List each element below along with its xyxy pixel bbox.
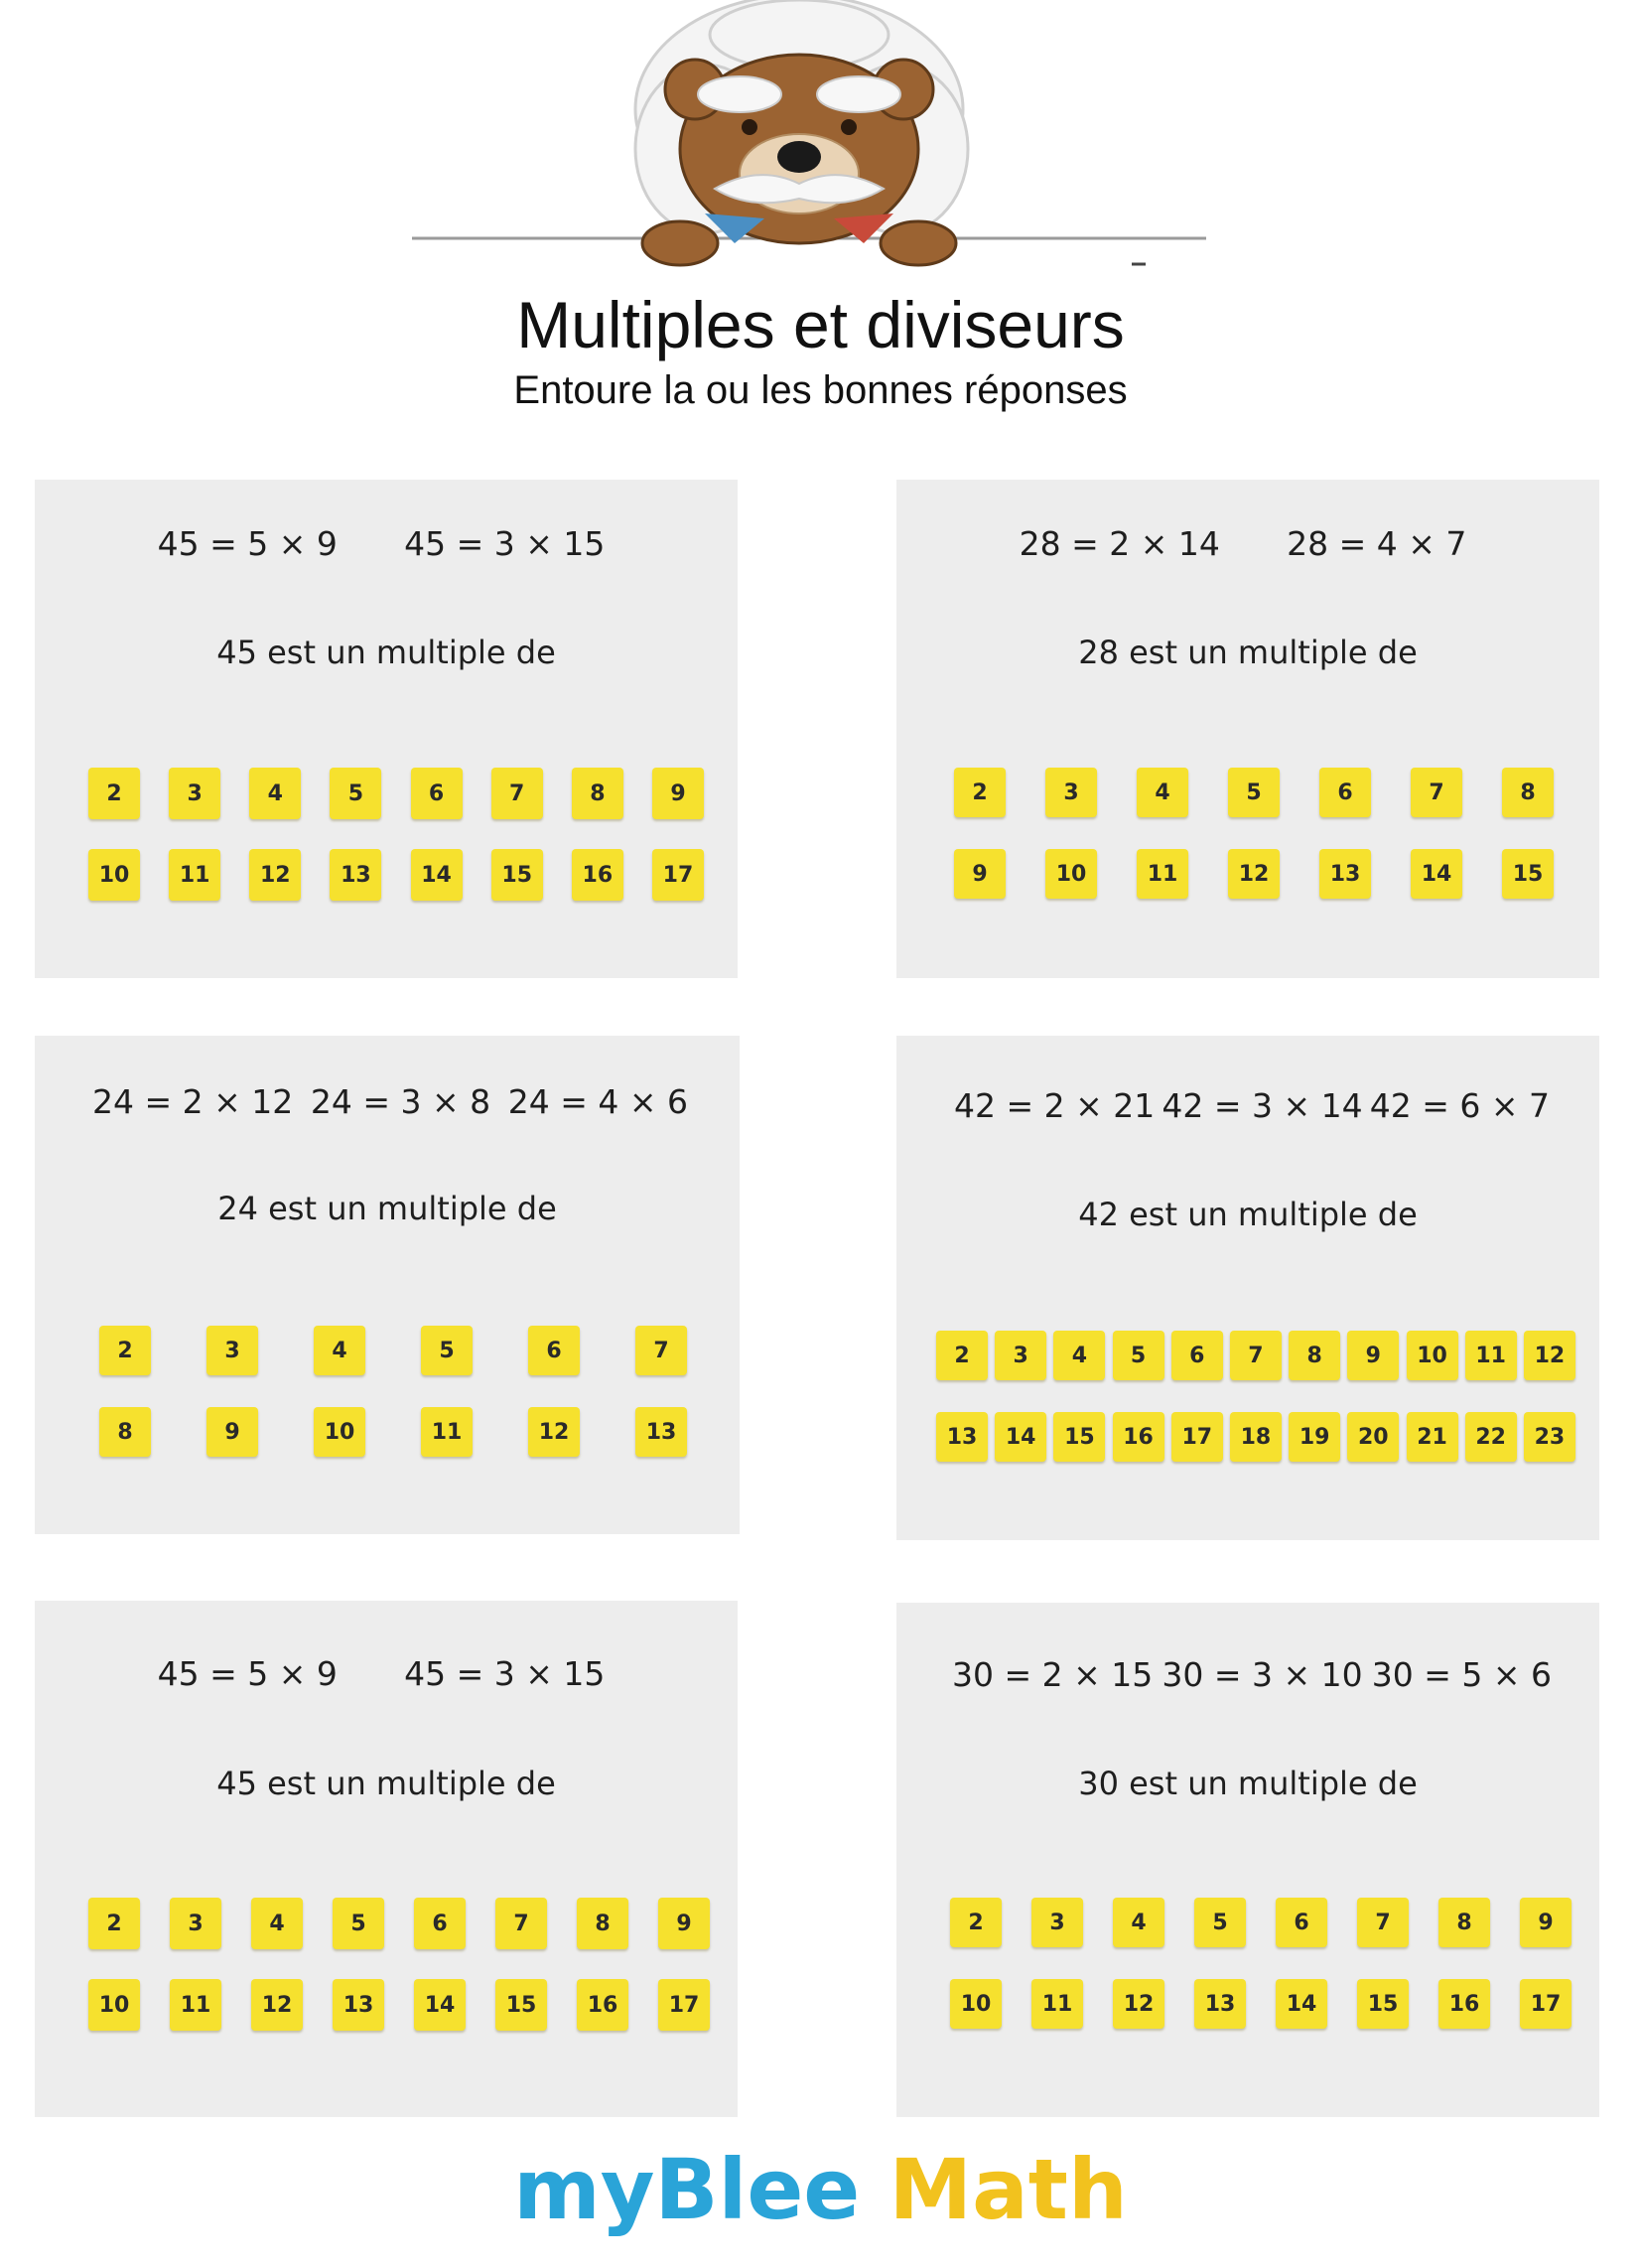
answer-tile[interactable]: 17 — [652, 849, 704, 901]
answer-tile[interactable]: 10 — [88, 849, 140, 901]
answer-tile[interactable]: 20 — [1347, 1412, 1399, 1462]
answer-tile[interactable]: 15 — [1357, 1979, 1409, 2029]
exercise-card-2 — [896, 480, 1599, 978]
answer-tile[interactable]: 3 — [995, 1331, 1046, 1380]
brand-logo-part1: myBlee — [513, 2141, 861, 2238]
answer-tiles-row-2 — [88, 1979, 710, 2031]
answer-tile[interactable]: 6 — [1276, 1898, 1327, 1947]
answer-tile[interactable]: 4 — [249, 768, 301, 819]
equations-row — [35, 522, 738, 566]
answer-tile[interactable]: 13 — [635, 1407, 687, 1457]
answer-tile[interactable]: 22 — [1465, 1412, 1517, 1462]
answer-tile[interactable]: 4 — [1137, 768, 1188, 817]
multiple-statement: 45 est un multiple de — [216, 1765, 556, 1802]
answer-tile[interactable]: 3 — [1031, 1898, 1083, 1947]
answer-tile[interactable]: 13 — [333, 1979, 384, 2031]
equation: 45 = 5 × 9 — [157, 1654, 338, 1693]
answer-tile[interactable]: 9 — [1520, 1898, 1572, 1947]
equation: 24 = 4 × 6 — [507, 1082, 688, 1121]
answer-tile[interactable]: 18 — [1230, 1412, 1282, 1462]
answer-tile[interactable]: 15 — [495, 1979, 547, 2031]
equations-row — [896, 522, 1599, 566]
answer-tile[interactable]: 3 — [170, 1898, 221, 1949]
answer-tiles-row-1 — [936, 1331, 1575, 1380]
answer-tile[interactable]: 17 — [1171, 1412, 1223, 1462]
answer-tile[interactable]: 14 — [411, 849, 463, 901]
answer-tile[interactable]: 17 — [658, 1979, 710, 2031]
answer-tile[interactable]: 2 — [88, 1898, 140, 1949]
answer-tile[interactable]: 21 — [1407, 1412, 1458, 1462]
answer-tile[interactable]: 5 — [421, 1326, 473, 1375]
answer-tile[interactable]: 8 — [1289, 1331, 1340, 1380]
answer-tiles-row-1 — [950, 1898, 1572, 1947]
answer-tile[interactable]: 13 — [936, 1412, 988, 1462]
answer-tile[interactable]: 4 — [1053, 1331, 1105, 1380]
equation: 30 = 3 × 10 — [1162, 1655, 1363, 1694]
answer-tile[interactable]: 9 — [206, 1407, 258, 1457]
answer-tile[interactable]: 9 — [658, 1898, 710, 1949]
answer-tiles-row-1 — [88, 768, 704, 819]
bear-mascot-illustration — [407, 0, 1211, 273]
exercise-card-6 — [896, 1603, 1599, 2117]
exercise-card-5 — [35, 1601, 738, 2117]
answer-tile[interactable]: 4 — [314, 1326, 365, 1375]
exercise-card-3 — [35, 1036, 740, 1534]
answer-tile[interactable]: 8 — [577, 1898, 628, 1949]
answer-tiles-row-1 — [88, 1898, 710, 1949]
brand-logo — [0, 2140, 1641, 2239]
answer-tile[interactable]: 11 — [1031, 1979, 1083, 2029]
page-title: Multiples et diviseurs — [516, 288, 1125, 361]
equation: 24 = 3 × 8 — [310, 1082, 491, 1121]
equation: 42 = 3 × 14 — [1162, 1086, 1363, 1125]
answer-tile[interactable]: 7 — [1357, 1898, 1409, 1947]
multiple-statement: 45 est un multiple de — [216, 634, 556, 671]
answer-tile[interactable]: 4 — [1113, 1898, 1164, 1947]
answer-tile[interactable]: 23 — [1524, 1412, 1575, 1462]
answer-tile[interactable]: 7 — [495, 1898, 547, 1949]
equations-row — [896, 1653, 1599, 1697]
answer-tile[interactable]: 2 — [950, 1898, 1002, 1947]
equation: 30 = 2 × 15 — [952, 1655, 1154, 1694]
answer-tile[interactable]: 9 — [652, 768, 704, 819]
multiple-statement: 24 est un multiple de — [217, 1190, 557, 1227]
equation: 42 = 2 × 21 — [954, 1086, 1156, 1125]
answer-tile[interactable]: 10 — [88, 1979, 140, 2031]
answer-tile[interactable]: 8 — [572, 768, 623, 819]
answer-tile[interactable]: 2 — [954, 768, 1006, 817]
answer-tile[interactable]: 5 — [1228, 768, 1280, 817]
answer-tile[interactable]: 3 — [169, 768, 220, 819]
brand-logo-part2: Math — [889, 2141, 1128, 2238]
equation: 45 = 5 × 9 — [157, 524, 338, 563]
multiple-statement: 28 est un multiple de — [1078, 634, 1418, 671]
answer-tile[interactable]: 12 — [1524, 1331, 1575, 1380]
answer-tile[interactable]: 16 — [572, 849, 623, 901]
answer-tile[interactable]: 9 — [954, 849, 1006, 899]
multiple-statement: 30 est un multiple de — [1078, 1765, 1418, 1802]
equation: 45 = 3 × 15 — [404, 1654, 606, 1693]
answer-tile[interactable]: 6 — [1171, 1331, 1223, 1380]
answer-tile[interactable]: 17 — [1520, 1979, 1572, 2029]
answer-tiles-row-2 — [936, 1412, 1575, 1462]
answer-tile[interactable]: 11 — [1465, 1331, 1517, 1380]
answer-tile[interactable]: 14 — [414, 1979, 466, 2031]
answer-tile[interactable]: 13 — [330, 849, 381, 901]
answer-tile[interactable]: 10 — [1045, 849, 1097, 899]
answer-tile[interactable]: 14 — [995, 1412, 1046, 1462]
answer-tiles-row-2 — [88, 849, 704, 901]
answer-tile[interactable]: 14 — [1276, 1979, 1327, 2029]
answer-tiles-row-1 — [99, 1326, 687, 1375]
answer-tile[interactable]: 16 — [1113, 1412, 1164, 1462]
answer-tile[interactable]: 13 — [1194, 1979, 1246, 2029]
equation: 28 = 4 × 7 — [1287, 524, 1467, 563]
answer-tile[interactable]: 2 — [88, 768, 140, 819]
answer-tiles-row-2 — [99, 1407, 687, 1457]
answer-tile[interactable]: 10 — [950, 1979, 1002, 2029]
equations-row — [896, 1084, 1599, 1128]
answer-tile[interactable]: 10 — [1407, 1331, 1458, 1380]
exercise-card-1 — [35, 480, 738, 978]
answer-tiles-row-1 — [954, 768, 1554, 817]
exercise-card-4 — [896, 1036, 1599, 1540]
answer-tile[interactable]: 5 — [333, 1898, 384, 1949]
answer-tile[interactable]: 12 — [1228, 849, 1280, 899]
answer-tile[interactable]: 14 — [1411, 849, 1462, 899]
answer-tile[interactable]: 8 — [1438, 1898, 1490, 1947]
answer-tile[interactable]: 7 — [1411, 768, 1462, 817]
answer-tile[interactable]: 6 — [1319, 768, 1371, 817]
answer-tile[interactable]: 15 — [1502, 849, 1554, 899]
answer-tiles-row-2 — [950, 1979, 1572, 2029]
answer-tile[interactable]: 3 — [1045, 768, 1097, 817]
answer-tile[interactable]: 10 — [314, 1407, 365, 1457]
answer-tile[interactable]: 12 — [1113, 1979, 1164, 2029]
answer-tile[interactable]: 16 — [1438, 1979, 1490, 2029]
answer-tile[interactable]: 9 — [1347, 1331, 1399, 1380]
answer-tile[interactable]: 5 — [1194, 1898, 1246, 1947]
answer-tile[interactable]: 7 — [491, 768, 543, 819]
answer-tile[interactable]: 2 — [99, 1326, 151, 1375]
equation: 42 = 6 × 7 — [1369, 1086, 1550, 1125]
answer-tile[interactable]: 3 — [206, 1326, 258, 1375]
equation: 24 = 2 × 12 — [92, 1082, 294, 1121]
answer-tile[interactable]: 6 — [414, 1898, 466, 1949]
equation: 30 = 5 × 6 — [1371, 1655, 1552, 1694]
equation: 45 = 3 × 15 — [404, 524, 606, 563]
answer-tile[interactable]: 2 — [936, 1331, 988, 1380]
answer-tile[interactable]: 11 — [1137, 849, 1188, 899]
answer-tile[interactable]: 12 — [249, 849, 301, 901]
answer-tile[interactable]: 8 — [1502, 768, 1554, 817]
multiple-statement: 42 est un multiple de — [1078, 1196, 1418, 1233]
answer-tile[interactable]: 16 — [577, 1979, 628, 2031]
answer-tile[interactable]: 15 — [491, 849, 543, 901]
page-subtitle: Entoure la ou les bonnes réponses — [513, 368, 1128, 412]
answer-tile[interactable]: 13 — [1319, 849, 1371, 899]
answer-tile[interactable]: 7 — [635, 1326, 687, 1375]
answer-tile[interactable]: 6 — [411, 768, 463, 819]
answer-tile[interactable]: 12 — [528, 1407, 580, 1457]
answer-tile[interactable]: 6 — [528, 1326, 580, 1375]
equations-row — [35, 1652, 738, 1696]
answer-tile[interactable]: 7 — [1230, 1331, 1282, 1380]
answer-tile[interactable]: 4 — [251, 1898, 303, 1949]
answer-tile[interactable]: 5 — [330, 768, 381, 819]
answer-tile[interactable]: 12 — [251, 1979, 303, 2031]
answer-tile[interactable]: 19 — [1289, 1412, 1340, 1462]
answer-tile[interactable]: 8 — [99, 1407, 151, 1457]
answer-tile[interactable]: 5 — [1113, 1331, 1164, 1380]
equation: 28 = 2 × 14 — [1019, 524, 1220, 563]
equations-row — [35, 1080, 740, 1124]
answer-tile[interactable]: 15 — [1053, 1412, 1105, 1462]
answer-tiles-row-2 — [954, 849, 1554, 899]
answer-tile[interactable]: 11 — [170, 1979, 221, 2031]
answer-tile[interactable]: 11 — [421, 1407, 473, 1457]
answer-tile[interactable]: 11 — [169, 849, 220, 901]
